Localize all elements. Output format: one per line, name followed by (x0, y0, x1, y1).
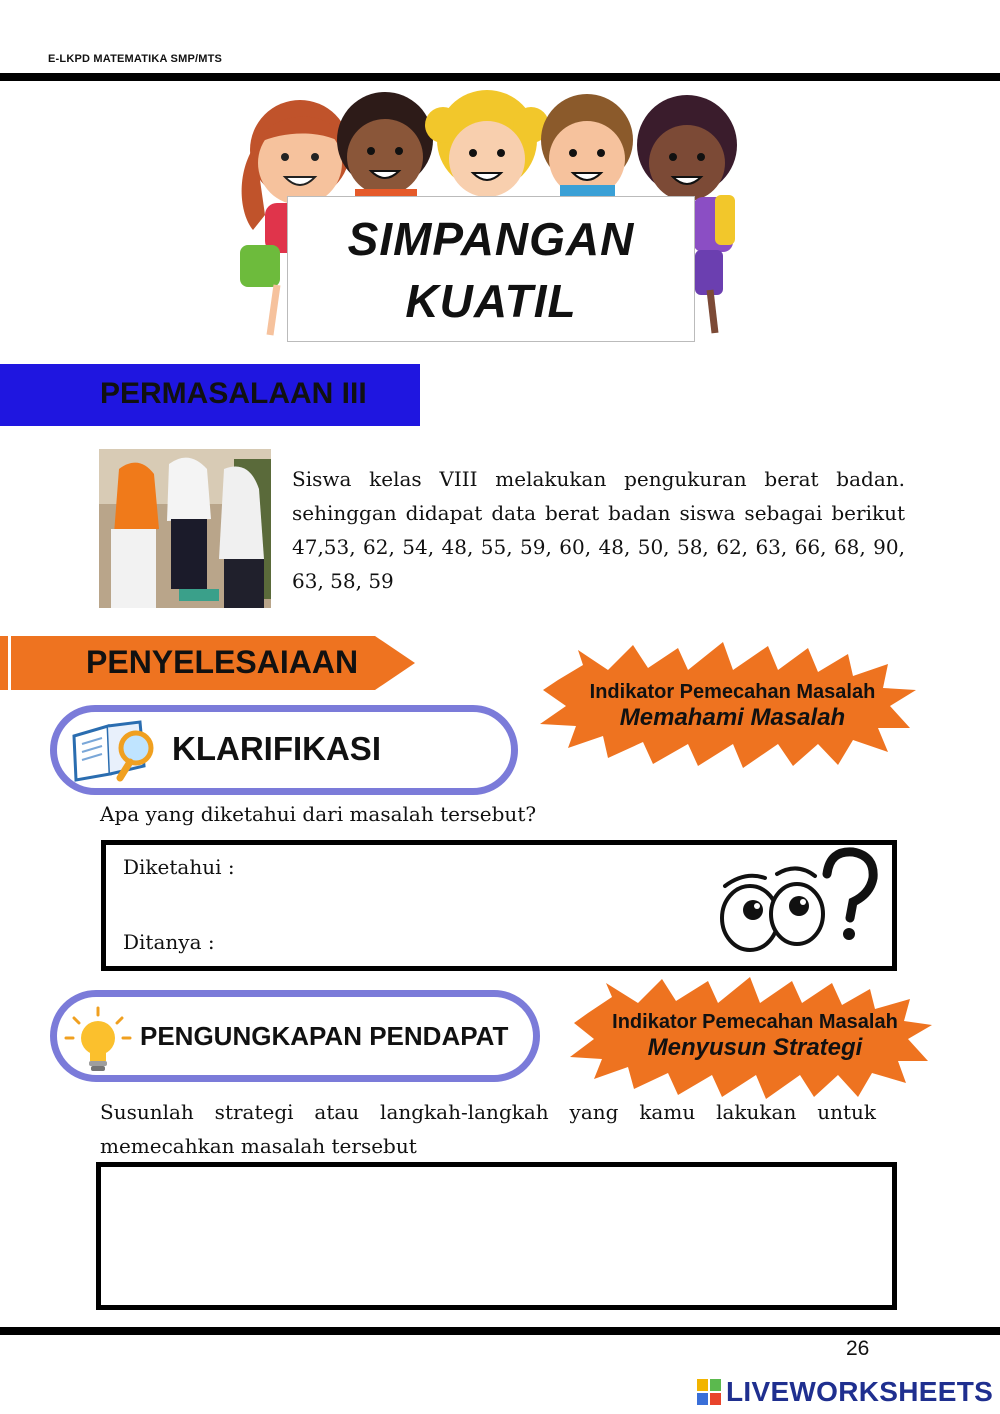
title-line-1: SIMPANGAN (347, 213, 635, 265)
top-rule (0, 73, 1000, 81)
students-weighing-photo (99, 449, 271, 608)
klarifikasi-heading: KLARIFIKASI (172, 730, 381, 767)
klarifikasi-question: Apa yang diketahui dari masalah tersebut? (100, 802, 537, 826)
book-magnifier-icon (68, 718, 160, 782)
indicator-2-title: Indikator Pemecahan Masalah (612, 1011, 898, 1033)
indicator-1-label (560, 681, 905, 732)
bottom-rule (0, 1327, 1000, 1335)
page-number: 26 (846, 1337, 870, 1360)
solution-heading: PENYELESAIAAN (86, 644, 359, 680)
problem-heading: PERMASALAAN III (100, 377, 367, 410)
kid-blonde-hair-illustration (425, 90, 549, 197)
kid-brown-hair-illustration (541, 94, 633, 199)
liveworksheets-watermark: LIVEWORKSHEETS (726, 1376, 994, 1407)
header-label: E-LKPD MATEMATIKA SMP/MTS (48, 53, 223, 65)
indicator-1-title: Indikator Pemecahan Masalah (589, 681, 876, 703)
indicator-2-label (585, 1011, 925, 1062)
asked-label: Ditanya : (123, 930, 215, 954)
answer-box-strategy[interactable] (96, 1162, 897, 1310)
pendapat-instruction: Susunlah strategi atau langkah-langkah yang kamu lakukan untuk memecahkan masalah tersebut (100, 1100, 876, 1158)
problem-text: Siswa kelas VIII melakukan pengukuran berat badan. sehinggan didapat data berat badan siswa sebagai berikut 47,53, 62, 54, 48, 55, 59, 60, 48, 50, 58, 62, 63, 66, 68, 90, 63, 58, 59 (292, 467, 905, 593)
pendapat-heading: PENGUNGKAPAN PENDAPAT (140, 1021, 509, 1051)
kid-curly-hair-illustration (337, 92, 433, 203)
liveworksheets-logo-icon (697, 1377, 723, 1407)
thinking-eyes-question-icon (715, 846, 885, 964)
lightbulb-icon (64, 1006, 132, 1074)
indicator-2-value: Menyusun Strategi (647, 1034, 863, 1061)
indicator-1-value: Memahami Masalah (619, 704, 846, 731)
title-line-2: KUATIL (405, 275, 577, 327)
known-label: Diketahui : (123, 855, 235, 879)
